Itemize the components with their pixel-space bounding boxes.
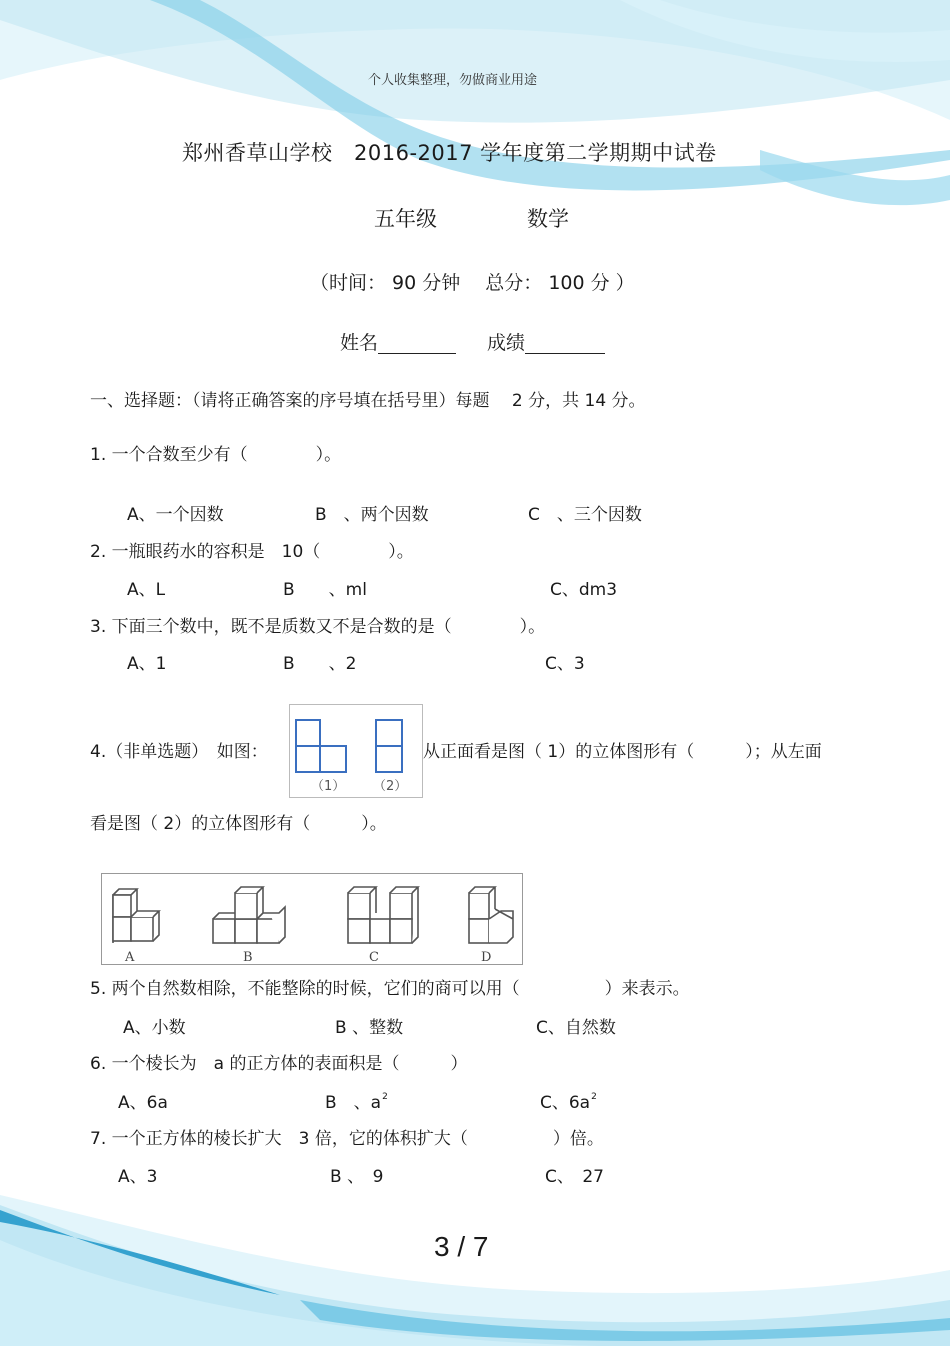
q7-option-a: A、3 <box>118 1167 158 1187</box>
q7-option-b: B 、 9 <box>330 1167 384 1187</box>
score-blank <box>525 335 605 354</box>
score-field <box>487 332 605 354</box>
q2-option-c: C、dm3 <box>550 580 618 600</box>
q6-option-c-exponent: 2 <box>591 1092 597 1102</box>
question-6: 6. 一个棱长为 a 的正方体的表面积是（ ） <box>90 1054 468 1074</box>
header-note: 个人收集整理，勿做商业用途 <box>368 73 538 88</box>
choice-label-d: D <box>481 950 492 965</box>
section-heading: 一、选择题：（请将正确答案的序号填在括号里）每题 2 分，共 14 分。 <box>90 391 646 411</box>
time-score-info: （时间： 90 分钟 总分： 100 分 ） <box>310 272 635 294</box>
solid-figure-choices <box>101 873 523 965</box>
question-1: 1. 一个合数至少有（ ）。 <box>90 445 342 465</box>
q7-option-c: C、 27 <box>545 1167 605 1187</box>
page-number: 3 / 7 <box>434 1231 489 1262</box>
fig-label-1: （1） <box>311 779 346 794</box>
grade-label: 五年级 <box>374 207 437 231</box>
q2-option-a: A、L <box>127 580 166 600</box>
q6-option-c-text: C、6a <box>540 1093 591 1113</box>
q6-option-b-exponent: 2 <box>382 1092 388 1102</box>
question-4-prefix: 4.（非单选题） 如图： <box>90 742 268 762</box>
question-4-suffix: 从正面看是图（ 1）的立体图形有（ ）；从左面 <box>423 742 822 762</box>
name-label: 姓名 <box>340 332 379 354</box>
q3-option-c: C、3 <box>545 654 585 674</box>
q5-option-b: B 、整数 <box>335 1018 404 1038</box>
q2-option-b: B 、ml <box>283 580 367 600</box>
q6-option-b <box>325 1092 388 1117</box>
name-field <box>340 332 456 354</box>
q6-option-c <box>540 1092 597 1117</box>
q3-option-b: B 、2 <box>283 654 357 674</box>
question-4-line2: 看是图（ 2）的立体图形有（ ）。 <box>90 814 387 834</box>
q5-option-c: C、自然数 <box>536 1018 616 1038</box>
choice-label-a: A <box>125 950 135 965</box>
q5-option-a: A、小数 <box>123 1018 186 1038</box>
q3-option-a: A、1 <box>127 654 167 674</box>
q1-option-a: A、一个因数 <box>127 505 224 525</box>
q1-option-b: B 、两个因数 <box>315 505 429 525</box>
fig-label-2: （2） <box>373 779 408 794</box>
question-3: 3. 下面三个数中，既不是质数又不是合数的是（ ）。 <box>90 617 546 637</box>
question-5: 5. 两个自然数相除，不能整除的时候，它们的商可以用（ ）来表示。 <box>90 979 690 999</box>
choice-label-c: C <box>369 950 379 965</box>
exam-title: 郑州香草山学校 2016-2017 学年度第二学期期中试卷 <box>182 141 717 165</box>
view-figures <box>289 704 423 798</box>
question-7: 7. 一个正方体的棱长扩大 3 倍，它的体积扩大（ ）倍。 <box>90 1129 604 1149</box>
score-label: 成绩 <box>487 332 526 354</box>
name-blank <box>378 335 456 354</box>
subject-label: 数学 <box>527 207 569 231</box>
q1-option-c: C 、三个因数 <box>528 505 642 525</box>
question-2: 2. 一瓶眼药水的容积是 10（ ）。 <box>90 542 414 562</box>
q6-option-a: A、6a <box>118 1093 168 1113</box>
q6-option-b-text: B 、a <box>325 1093 382 1113</box>
choice-label-b: B <box>243 950 253 965</box>
